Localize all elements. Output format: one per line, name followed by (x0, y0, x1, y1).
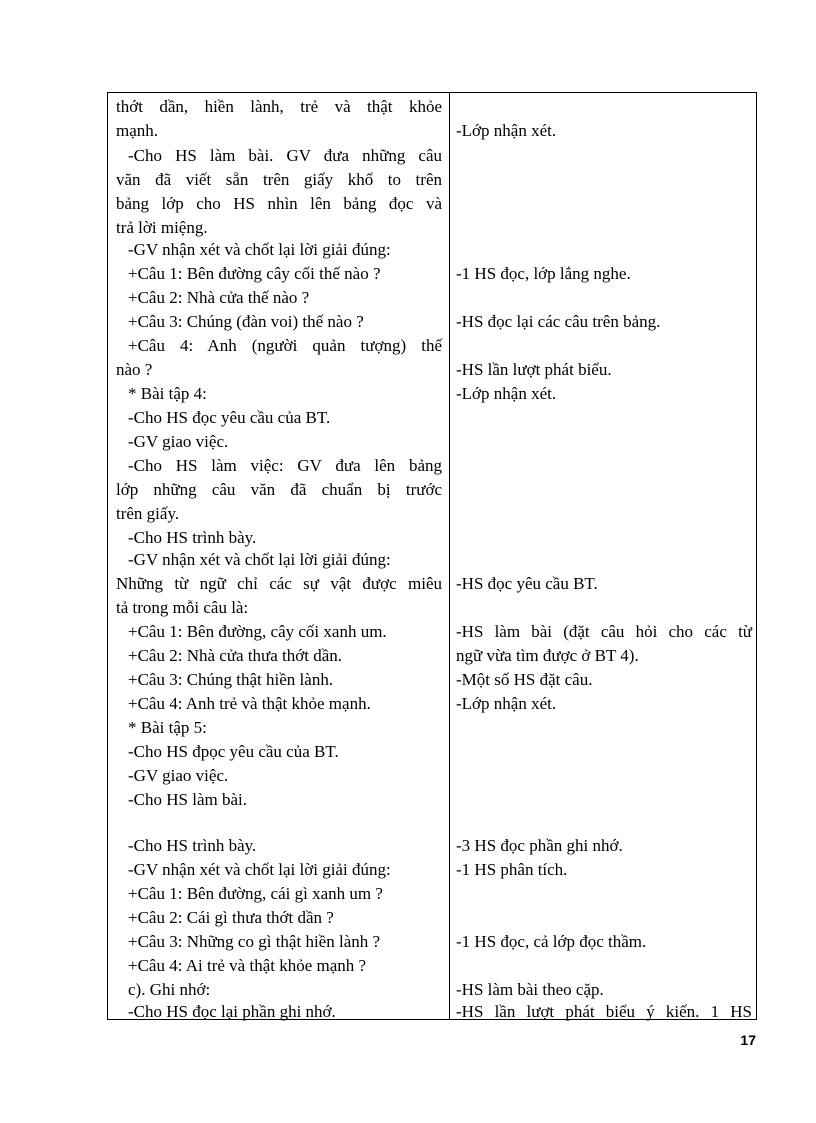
text-line: +Câu 3: Chúng (đàn voi) thế nào ? (128, 312, 364, 331)
text-line: -Cho HS làm bài. (128, 790, 247, 809)
text-line: lớp những câu văn đã chuẩn bị trước (116, 480, 442, 499)
text-line: văn đã viết sẵn trên giấy khổ to trên (116, 170, 442, 189)
text-line: -1 HS đọc, lớp lắng nghe. (456, 264, 631, 283)
text-line: -HS làm bài (đặt câu hỏi cho các từ (456, 622, 752, 641)
text-line: +Câu 1: Bên đường, cái gì xanh um ? (128, 884, 383, 903)
text-line: +Câu 2: Nhà cửa thế nào ? (128, 288, 310, 307)
text-line: -Cho HS trình bày. (128, 836, 257, 855)
text-line: -Cho HS làm bài. GV đưa những câu (128, 146, 442, 165)
text-line: +Câu 3: Những co gì thật hiền lành ? (128, 932, 381, 951)
text-line: -Cho HS đọc yêu cầu của BT. (128, 408, 331, 427)
page-number: 17 (740, 1032, 756, 1048)
text-line: -Lớp nhận xét. (456, 694, 557, 713)
section-heading: c). Ghi nhớ: (128, 980, 211, 999)
text-line: ngữ vừa tìm được ở BT 4). (456, 646, 639, 665)
text-line: +Câu 4: Anh trẻ và thật khỏe mạnh. (128, 694, 371, 713)
text-line: +Câu 2: Nhà cửa thưa thớt dần. (128, 646, 343, 665)
text-line: +Câu 2: Cái gì thưa thớt dần ? (128, 908, 334, 927)
text-line: -1 HS đọc, cả lớp đọc thầm. (456, 932, 647, 951)
section-heading: * Bài tập 5: (128, 718, 207, 737)
text-line: -HS đọc yêu cầu BT. (456, 574, 598, 593)
text-line: -HS lần lượt phát biểu ý kiến. 1 HS (456, 1002, 752, 1021)
text-line: -HS lần lượt phát biểu. (456, 360, 612, 379)
text-line: -Lớp nhận xét. (456, 121, 557, 140)
text-line: +Câu 4: Anh (người quản tượng) thế (128, 336, 442, 355)
text-line: -Cho HS trình bày. (128, 528, 257, 547)
text-line: -1 HS phân tích. (456, 860, 568, 879)
text-line: -Một số HS đặt câu. (456, 670, 593, 689)
text-line: -Lớp nhận xét. (456, 384, 557, 403)
text-line: -HS làm bài theo cặp. (456, 980, 604, 999)
text-line: -GV nhận xét và chốt lại lời giải đúng: (128, 860, 391, 879)
text-line: nào ? (116, 360, 153, 379)
text-line: +Câu 4: Ai trẻ và thật khỏe mạnh ? (128, 956, 367, 975)
text-line: -Cho HS đpọc yêu cầu của BT. (128, 742, 339, 761)
text-line: -GV giao việc. (128, 766, 229, 785)
text-line: Những từ ngữ chỉ các sự vật được miêu (116, 574, 442, 593)
text-line: -Cho HS đọc lại phần ghi nhớ. (128, 1002, 336, 1021)
text-line: +Câu 3: Chúng thật hiền lành. (128, 670, 334, 689)
text-line: tả trong mỗi câu là: (116, 598, 249, 617)
text-line: -GV nhận xét và chốt lại lời giải đúng: (128, 240, 391, 259)
section-heading: * Bài tập 4: (128, 384, 207, 403)
text-line: +Câu 1: Bên đường cây cối thế nào ? (128, 264, 381, 283)
column-divider (449, 93, 450, 1019)
text-line: -Cho HS làm việc: GV đưa lên bảng (128, 456, 442, 475)
text-line: -HS đọc lại các câu trên bảng. (456, 312, 661, 331)
text-line: trên giấy. (116, 504, 180, 523)
text-line: -3 HS đọc phần ghi nhớ. (456, 836, 623, 855)
lesson-table (107, 92, 757, 1020)
text-line: +Câu 1: Bên đường, cây cối xanh um. (128, 622, 387, 641)
text-line: -GV nhận xét và chốt lại lời giải đúng: (128, 550, 391, 569)
text-line: thớt dần, hiền lành, trẻ và thật khỏe (116, 97, 442, 116)
text-line: bảng lớp cho HS nhìn lên bảng đọc và (116, 194, 442, 213)
text-line: mạnh. (116, 121, 159, 140)
text-line: -GV giao việc. (128, 432, 229, 451)
text-line: trả lời miệng. (116, 218, 208, 237)
